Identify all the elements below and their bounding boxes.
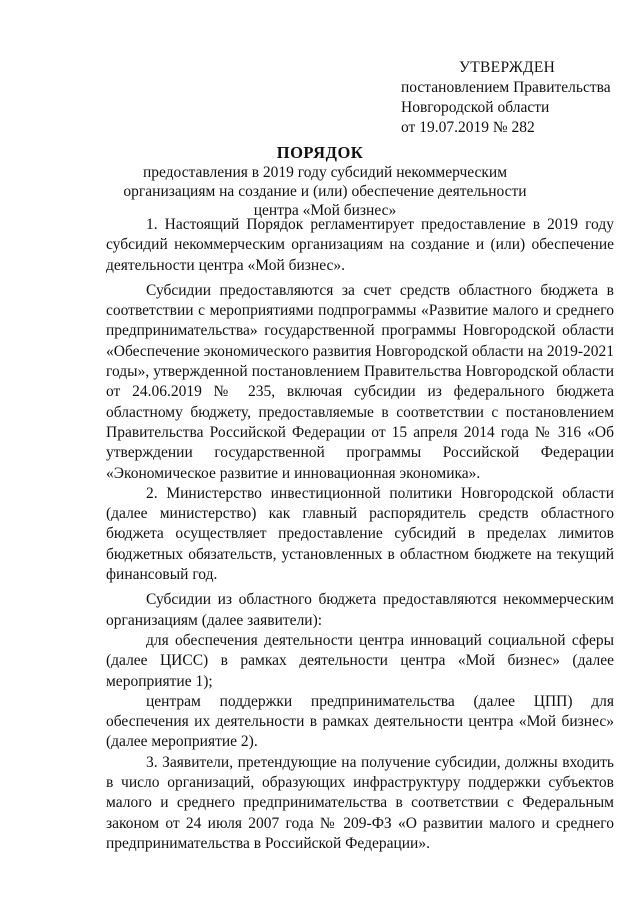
- document-body: [106, 210, 614, 854]
- paragraph-1: 1. Настоящий Порядок регламентирует предоставление в 2019 году субсидий некоммерческим организациям на создание и (или) обеспечение деятельности центра «Мой бизнес».: [106, 216, 614, 274]
- paragraph-6: центрам поддержки предпринимательства (далее ЦПП) для обеспечения их деятельности в рамках деятельности центра «Мой бизнес» (далее мероприятие 2).: [106, 692, 614, 751]
- approval-block: [401, 58, 631, 138]
- approval-line-3: от 19.07.2019 № 282: [401, 119, 535, 136]
- paragraph-3: 2. Министерство инвестиционной политики Новгородской области (далее министерство) как главный распорядитель средств областного бюджета осуществляет предоставление субсидий в пределах лимитов бюджетных обязательств, установленных в областном бюджете на текущий финансовый год.: [106, 484, 614, 584]
- paragraph-7: 3. Заявители, претендующие на получение субсидии, должны входить в число организаций, образующих инфраструктуру поддержки субъектов малого и среднего предпринимательства в соответствии с Федеральным законом от 24 июля 2007 года № 209-ФЗ «О развитии малого и среднего предпринимательства в Российской Федерации».: [106, 753, 614, 852]
- document-subtitle: предоставления в 2019 году субсидий некоммерческим организациям на создание и (или) обеспечение деятельности центра «Мой бизнес»: [123, 164, 527, 219]
- approval-line-2: Новгородской области: [401, 99, 550, 116]
- paragraph-4: Субсидии из областного бюджета предоставляются некоммерческим организациям (далее заявители):: [106, 591, 614, 629]
- approval-line-1: постановлением Правительства: [401, 79, 611, 96]
- approval-stamp: УТВЕРЖДЕН: [459, 59, 556, 76]
- document-title: ПОРЯДОК: [276, 143, 364, 162]
- paragraph-5: для обеспечения деятельности центра инноваций социальной сферы (далее ЦИСС) в рамках деятельности центра «Мой бизнес» (далее мероприятие 1);: [106, 631, 614, 690]
- paragraph-2: Субсидии предоставляются за счет средств областного бюджета в соответствии с мероприятиями подпрограммы «Развитие малого и среднего предпринимательства» государственной программы Новгородской области «Обеспечение экономического развития Новгородской области на 2019-2021 годы», утвержденной постановлением Правительства Новгородской области от 24.06.2019 № 235, включая субсидии из федерального бюджета областному бюджету, предоставляемые в соответствии с постановлением Правительства Российской Федерации от 15 апреля 2014 года № 316 «Об утверждении государственной программы Российской Федерации «Экономическое развитие и инновационная экономика».: [106, 281, 614, 482]
